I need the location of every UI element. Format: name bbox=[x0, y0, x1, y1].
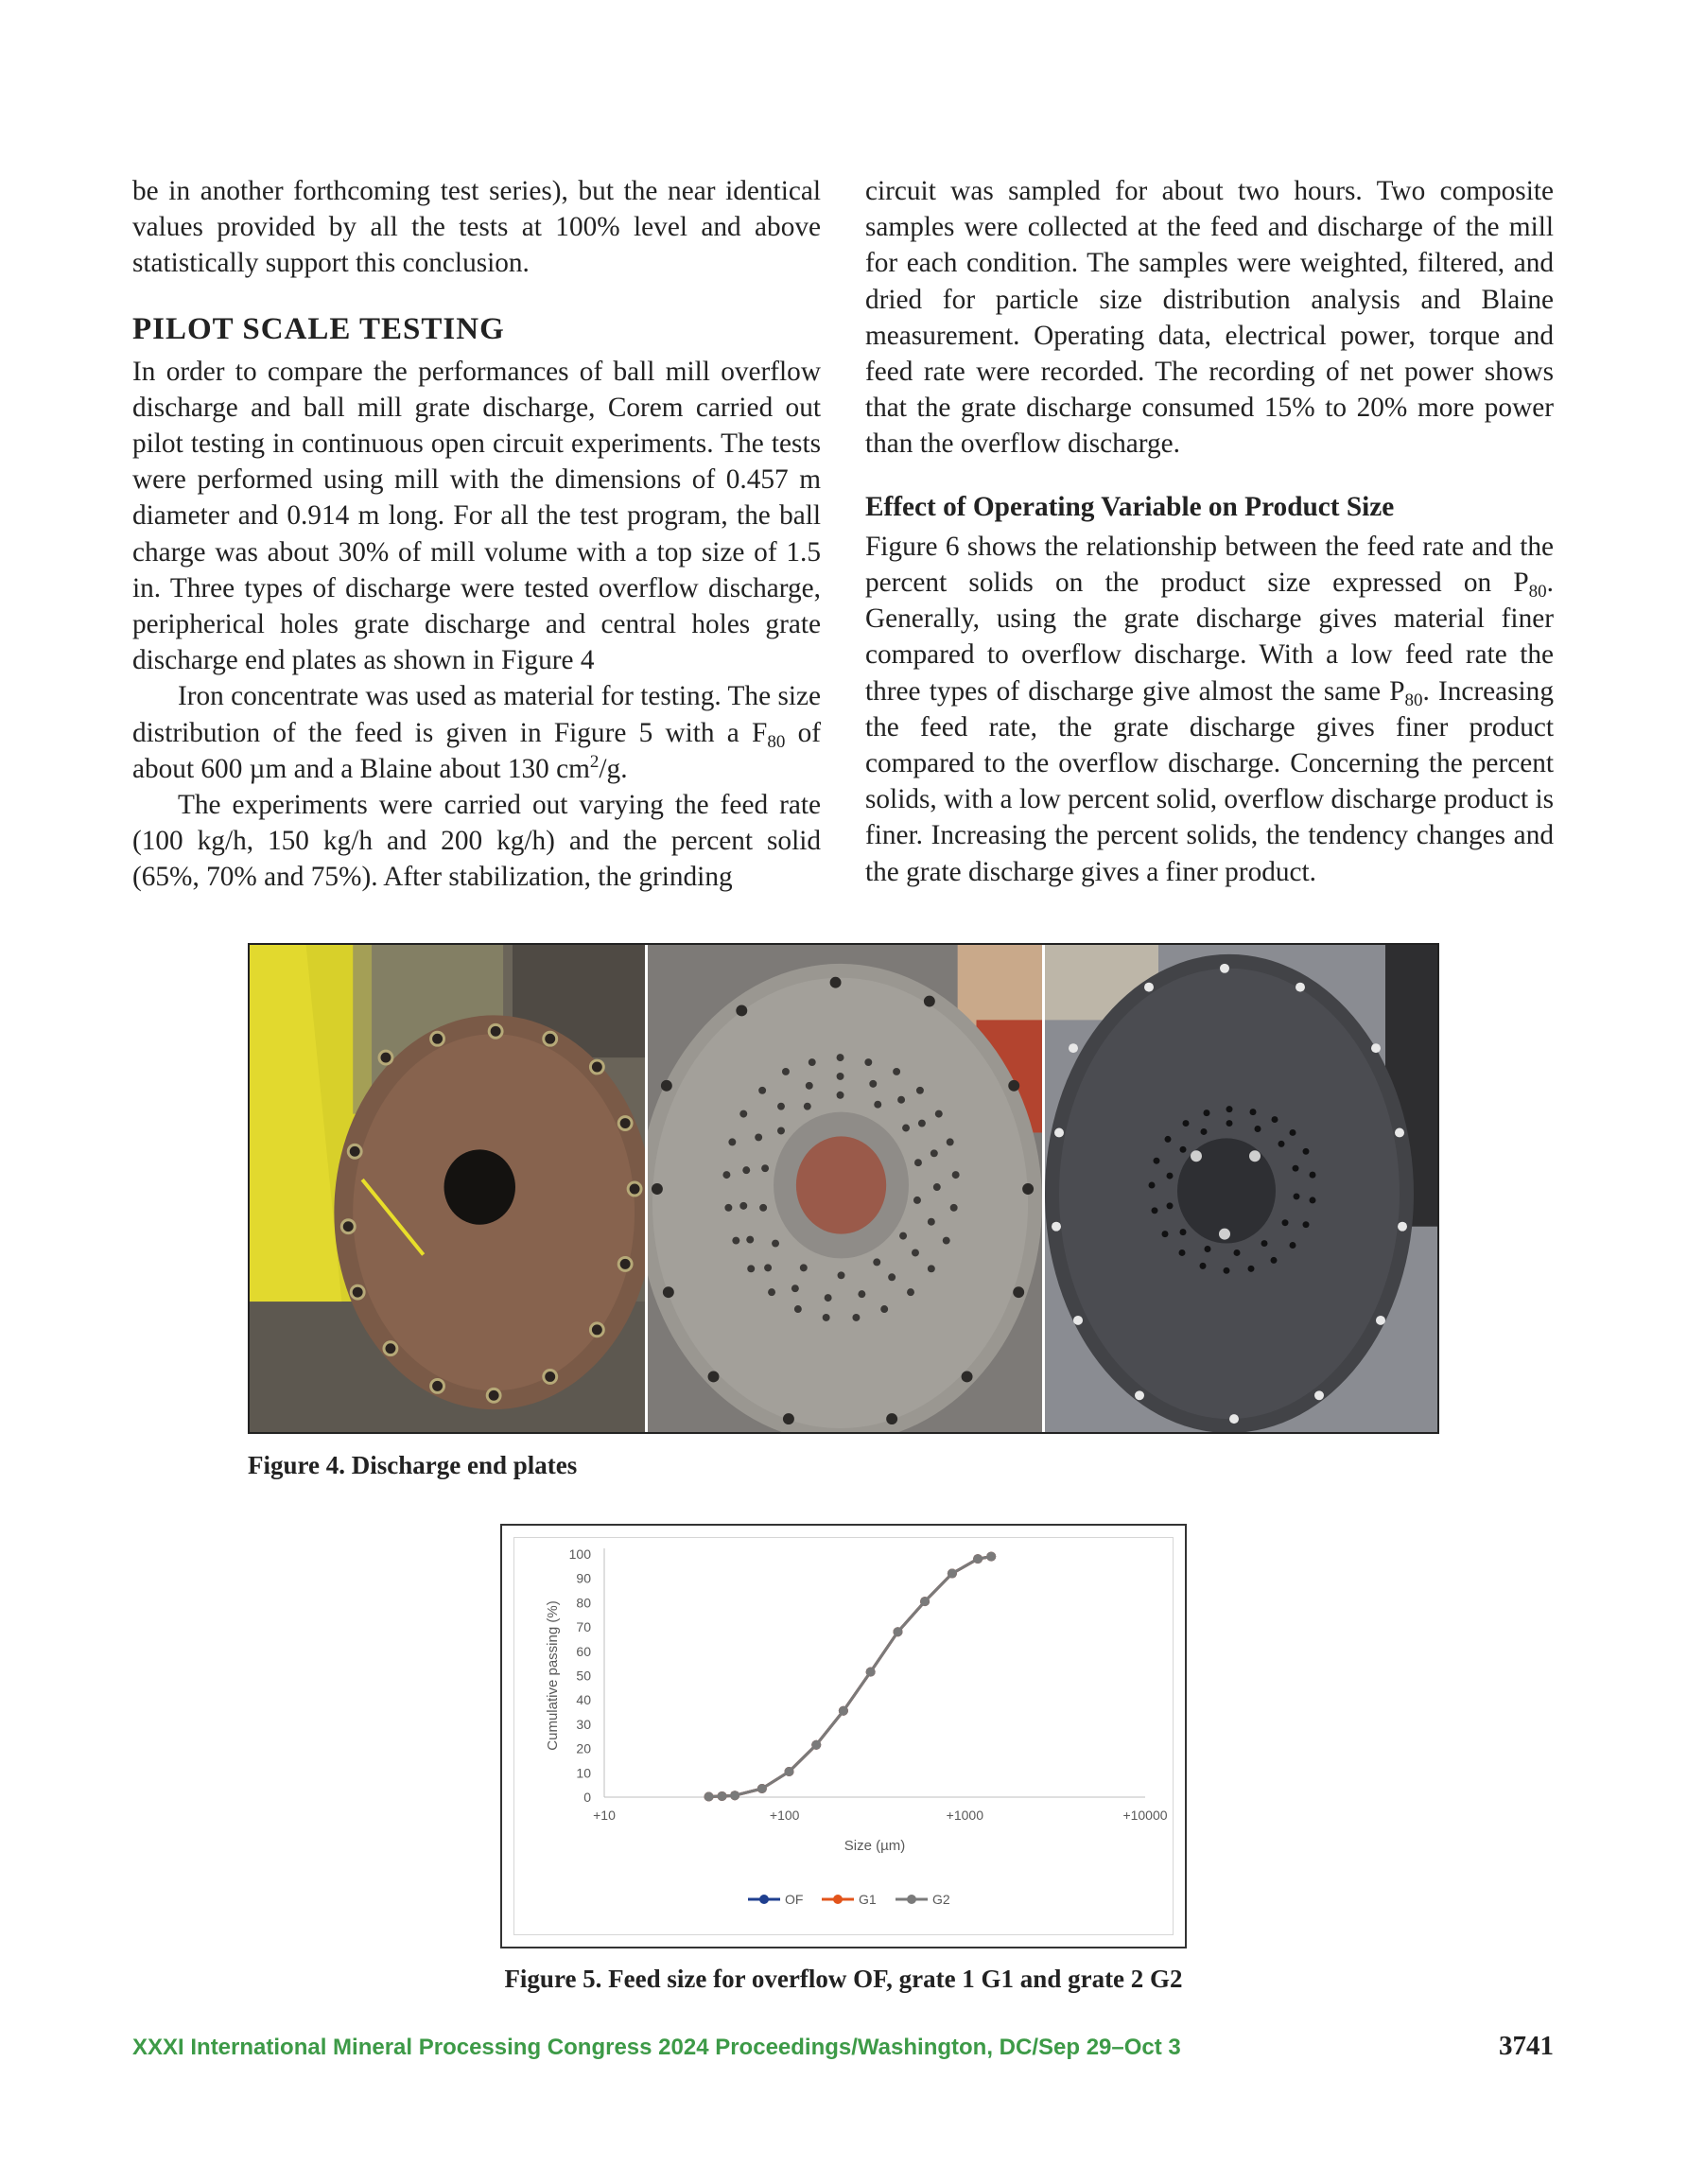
paragraph: Figure 6 shows the relationship between the feed rate and the percent solids on the product size expressed on $P_{80}$. Generally, using the grate discharge gives material finer compared to overflow discharge. With a low feed rate the three types of discharge give almost the same $P_{80}$. Increasing the feed rate, the grate discharge gives finer product compared to the overflow discharge. Concerning the percent solids, with a low percent solid, overflow discharge product is finer. Increasing the percent solids, the tendency changes and the grate discharge gives a finer product. bbox=[865, 531, 1554, 887]
series-line-OF bbox=[709, 1557, 992, 1797]
legend-label-G1: G1 bbox=[859, 1892, 877, 1907]
y-tick-label: 10 bbox=[576, 1765, 591, 1781]
paragraph: In order to compare the performances of ball mill overflow discharge and ball mill grate discharge, Corem carried out pilot testing in continuous open circuit experiments. The tests were performed using mill with the dimensions of 0.457 m diameter and 0.914 m long. For all the test program, the ball charge was about 30% of mill volume with a top size of 1.5 in. Three types of discharge were tested overflow discharge, peripherical holes grate discharge and central holes grate discharge end plates as shown in Figure 4 bbox=[132, 356, 821, 676]
legend-marker-G1 bbox=[833, 1895, 843, 1904]
legend-label-OF: OF bbox=[785, 1892, 804, 1907]
figure-4-caption: Figure 4. Discharge end plates bbox=[248, 1451, 578, 1479]
data-point-G2 bbox=[718, 1791, 727, 1801]
right-column bbox=[865, 173, 1554, 890]
y-tick-label: 40 bbox=[576, 1692, 591, 1708]
data-point-G2 bbox=[704, 1791, 714, 1801]
y-tick-label: 70 bbox=[576, 1619, 591, 1635]
y-tick-label: 100 bbox=[568, 1546, 591, 1562]
x-tick-label: +1000 bbox=[946, 1808, 983, 1823]
paragraph: circuit was sampled for about two hours. Two composite samples were collected at the feed and discharge of the mill for each condition. The samples were weighted, filtered, and dried for particle size distribution analysis and Blaine measurement. Operating data, electrical power, torque and feed rate were recorded. The recording of net power shows that the grate discharge consumed 15% to 20% more power than the overflow discharge. bbox=[865, 176, 1554, 460]
peripheral-holes-grate-plate-photo bbox=[648, 945, 1045, 1432]
y-tick-label: 80 bbox=[576, 1595, 591, 1611]
page-number: 3741 bbox=[1499, 2031, 1554, 2061]
data-point-G2 bbox=[866, 1668, 876, 1677]
paragraph: Iron concentrate was used as material for testing. The size distribution of the feed is given in Figure 5 with a $F_{80}$ of about 600 µm and a Blaine about 130 $cm^2/g$. bbox=[132, 681, 821, 784]
data-point-G2 bbox=[757, 1784, 767, 1793]
y-tick-label: 60 bbox=[576, 1643, 591, 1659]
central-holes-grate-plate-photo bbox=[1045, 945, 1437, 1432]
legend-marker-G2 bbox=[907, 1895, 916, 1904]
x-tick-label: +10000 bbox=[1122, 1808, 1168, 1823]
feed-size-chart-svg bbox=[502, 1526, 1189, 1950]
legend-label-G2: G2 bbox=[932, 1892, 950, 1907]
data-point-G2 bbox=[893, 1627, 902, 1636]
figure-5-chart bbox=[500, 1524, 1187, 1948]
paragraph: The experiments were carried out varying the feed rate (100 kg/h, 150 kg/h and 200 kg/h) and the percent solid (65%, 70% and 75%). After stabilization, the grinding bbox=[132, 790, 821, 893]
section-heading: PILOT SCALE TESTING bbox=[132, 311, 505, 346]
left-column bbox=[132, 173, 821, 896]
y-tick-label: 0 bbox=[583, 1790, 591, 1805]
y-tick-label: 50 bbox=[576, 1668, 591, 1684]
data-point-G2 bbox=[811, 1740, 821, 1750]
data-point-G2 bbox=[948, 1569, 957, 1579]
y-tick-label: 20 bbox=[576, 1740, 591, 1756]
y-axis-title: Cumulative passing (%) bbox=[545, 1600, 561, 1751]
series-line-G1 bbox=[709, 1557, 992, 1797]
x-axis-title: Size (µm) bbox=[844, 1838, 906, 1854]
y-tick-label: 30 bbox=[576, 1716, 591, 1732]
y-tick-label: 90 bbox=[576, 1570, 591, 1586]
paragraph: be in another forthcoming test series), but the near identical values provided by all the tests at 100% level and above statistically support this conclusion. bbox=[132, 176, 821, 279]
figure-4-photos bbox=[248, 943, 1439, 1434]
data-point-G2 bbox=[986, 1552, 996, 1562]
overflow-discharge-plate-photo bbox=[250, 945, 648, 1432]
data-point-G2 bbox=[973, 1554, 983, 1564]
subsection-heading: Effect of Operating Variable on Product Size bbox=[865, 491, 1395, 522]
legend-marker-OF bbox=[759, 1895, 769, 1904]
x-tick-label: +10 bbox=[593, 1808, 616, 1823]
series-line-G2 bbox=[709, 1557, 992, 1797]
data-point-G2 bbox=[839, 1706, 848, 1716]
figure-5-caption: Figure 5. Feed size for overflow OF, grate 1 G1 and grate 2 G2 bbox=[504, 1965, 1183, 1993]
data-point-G2 bbox=[920, 1597, 930, 1606]
x-tick-label: +100 bbox=[769, 1808, 800, 1823]
proceedings-footer-text: XXXI International Mineral Processing Congress 2024 Proceedings/Washington, DC/Sep 29–Oct 3 bbox=[132, 2035, 1181, 2060]
data-point-G2 bbox=[784, 1767, 793, 1776]
data-point-G2 bbox=[730, 1791, 739, 1800]
